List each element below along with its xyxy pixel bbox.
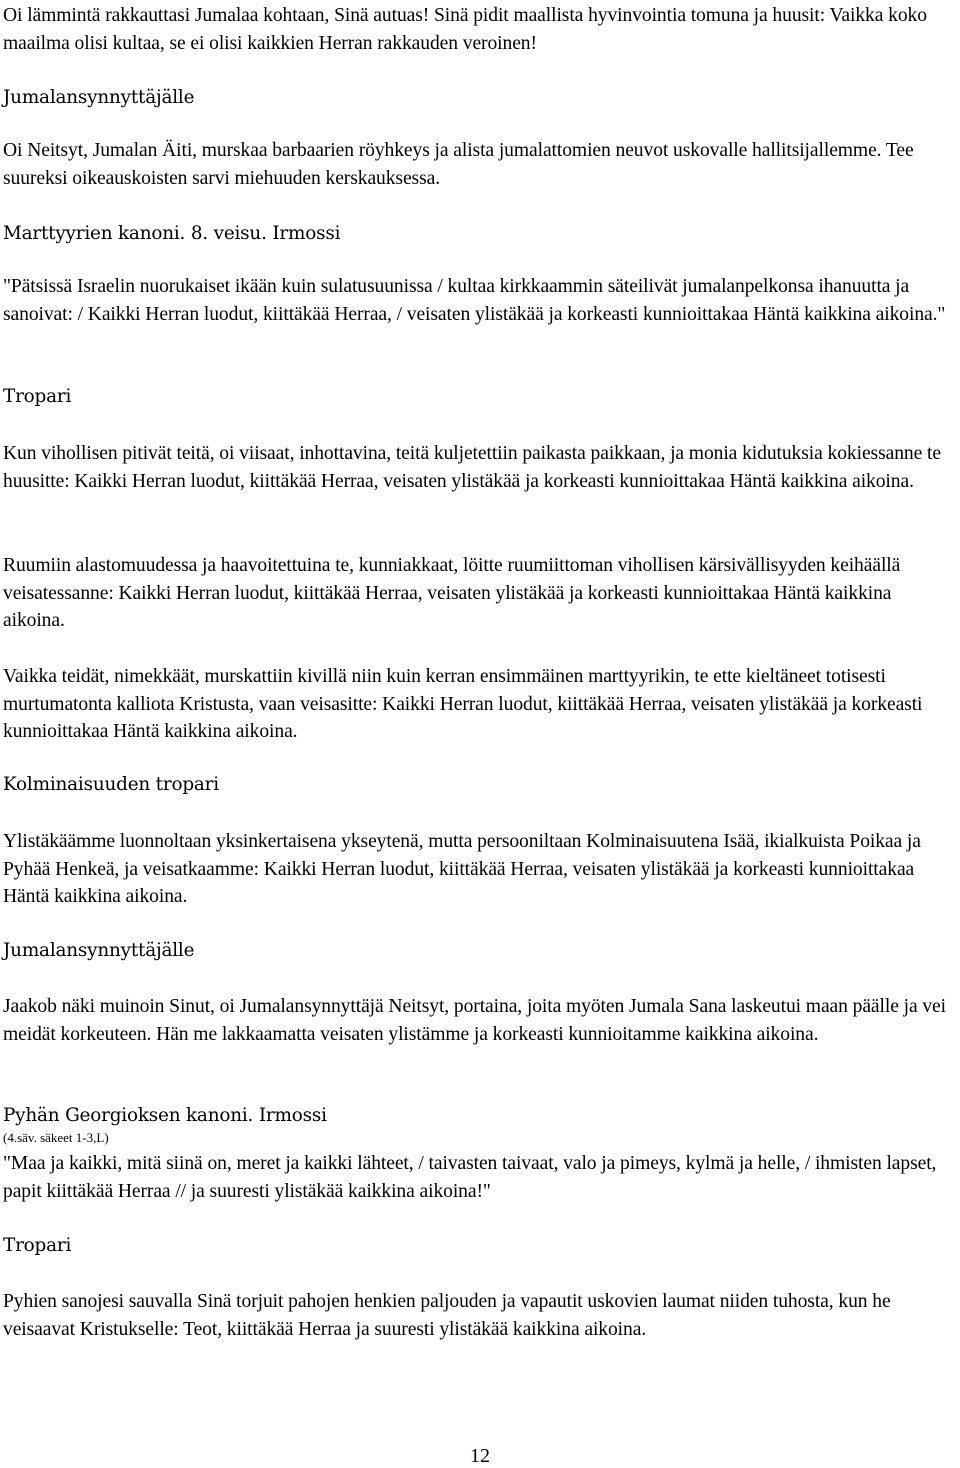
paragraph-irmos-1: "Pätsissä Israelin nuorukaiset ikään kuin sulatusuunissa / kultaa kirkkaammin säteilivät jumalanpelkonsa ihanuutta ja sanoivat: / Kaikki Herran luodut, kiittäkää Herraa, / veisaten ylistäkää ja korkeasti kunnioittakaa Häntä kaikkina aikoina." xyxy=(3,276,946,325)
tone-note: (4.säv. säkeet 1-3,L) xyxy=(3,1130,109,1145)
paragraph-theotokos-2: Jaakob näki muinoin Sinut, oi Jumalansynnyttäjä Neitsyt, portaina, joita myöten Jumala Sana laskeutui maan päälle ja vei meidät korkeuteen. Hän me lakkaamatta veisaten ylistämme ja korkeasti kunnioitamme kaikkina aikoina. xyxy=(3,996,946,1045)
heading-tropari-1: Tropari xyxy=(3,386,72,407)
paragraph-tropari-1: Kun vihollisen pitivät teitä, oi viisaat, inhottavina, teitä kuljetettiin paikasta paikkaan, ja monia kidutuksia kokiessanne te huusitte: Kaikki Herran luodut, kiittäkää Herraa, veisaten ylistäkää ja korkeasti kunnioittakaa Häntä kaikkina aikoina. xyxy=(3,443,941,492)
paragraph-tropari-4: Pyhien sanojesi sauvalla Sinä torjuit pahojen henkien paljouden ja vapautit uskovien laumat niiden tuhosta, kun he veisaavat Kristukselle: Teot, kiittäkää Herraa ja suuresti ylistäkää kaikkina aikoina. xyxy=(3,1291,891,1340)
heading-tropari-2: Tropari xyxy=(3,1235,72,1256)
heading-george-canon: Pyhän Georgioksen kanoni. Irmossi xyxy=(3,1105,327,1126)
paragraph-irmos-2: "Maa ja kaikki, mitä siinä on, meret ja kaikki lähteet, / taivasten taivaat, valo ja pimeys, kylmä ja helle, / ihmisten lapset, papit kiittäkää Herraa // ja suuresti ylistäkää kaikkina aikoina!" xyxy=(3,1153,937,1202)
heading-theotokos-2: Jumalansynnyttäjälle xyxy=(3,940,195,961)
heading-trinity-tropari: Kolminaisuuden tropari xyxy=(3,774,219,795)
paragraph-tropari-2: Ruumiin alastomuudessa ja haavoitettuina te, kunniakkaat, löitte ruumiittoman vihollisen kärsivällisyyden keihäällä veisatessanne: Kaikki Herran luodut, kiittäkää Herraa, veisaten ylistäkää ja korkeasti kunnioittakaa Häntä kaikkina aikoina. xyxy=(3,555,901,631)
heading-theotokos-1: Jumalansynnyttäjälle xyxy=(3,87,195,108)
paragraph-tropari-3: Vaikka teidät, nimekkäät, murskattiin kivillä niin kuin kerran ensimmäinen marttyyrikin, te ette kieltäneet totisesti murtumatonta kalliota Kristusta, vaan veisasitte: Kaikki Herran luodut, kiittäkää Herraa, veisaten ylistäkää ja korkeasti kunnioittakaa Häntä kaikkina aikoina. xyxy=(3,666,923,742)
paragraph-love-of-god: Oi lämmintä rakkauttasi Jumalaa kohtaan, Sinä autuas! Sinä pidit maallista hyvinvointia tomuna ja huusit: Vaikka koko maailma olisi kultaa, se ei olisi kaikkien Herran rakkauden veroinen! xyxy=(3,5,927,54)
heading-martyrs-canon: Marttyyrien kanoni. 8. veisu. Irmossi xyxy=(3,223,341,244)
paragraph-trinity: Ylistäkäämme luonnoltaan yksinkertaisena ykseytenä, mutta persooniltaan Kolminaisuutena Isää, ikialkuista Poikaa ja Pyhää Henkeä, ja veisatkaamme: Kaikki Herran luodut, kiittäkää Herraa, veisaten ylistäkää ja korkeasti kunnioittakaa Häntä kaikkina aikoina. xyxy=(3,831,921,907)
paragraph-theotokos-1: Oi Neitsyt, Jumalan Äiti, murskaa barbaarien röyhkeys ja alista jumalattomien neuvot uskovalle hallitsijallemme. Tee suureksi oikeauskoisten sarvi miehuuden kerskauksessa. xyxy=(3,140,914,189)
page-number: 12 xyxy=(470,1445,490,1467)
